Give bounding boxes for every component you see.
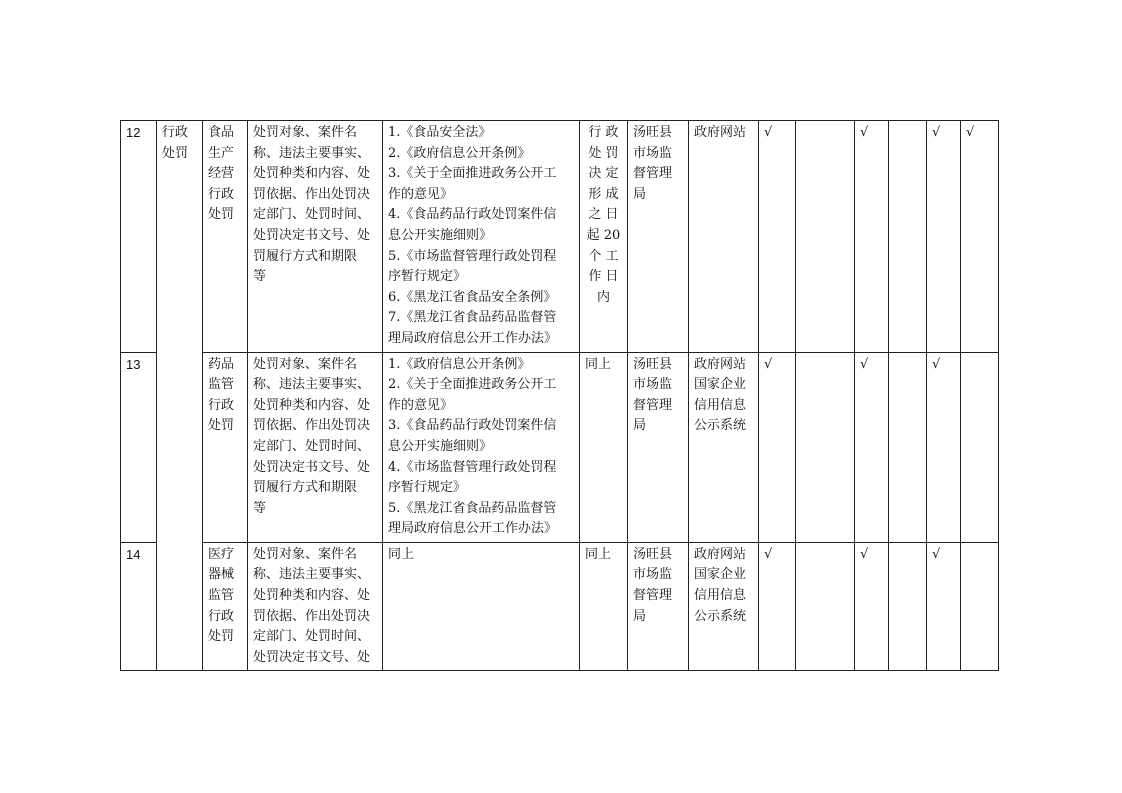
item-cell xyxy=(203,352,248,542)
content-line: 称、违法主要事实、 xyxy=(253,567,371,583)
content-line: 罚依据、作出处罚决 xyxy=(253,186,371,202)
channel-line: 公示系统 xyxy=(694,418,747,434)
dept-cell xyxy=(628,121,689,353)
checkmark-cell xyxy=(961,542,999,671)
basis-line: 4.《市场监督管理行政处罚程 xyxy=(388,459,557,475)
content-line: 处罚对象、案件名 xyxy=(253,125,358,140)
content-line: 处罚种类和内容、处 xyxy=(253,166,371,182)
content-line: 处罚对象、案件名 xyxy=(253,356,358,372)
time-line: 之 日 xyxy=(588,207,619,223)
content-line: 等 xyxy=(253,269,267,285)
time-line: 形 成 xyxy=(588,186,619,202)
checkmark-cell xyxy=(889,542,927,671)
time-cell xyxy=(580,352,628,542)
checkmark-cell xyxy=(961,352,999,542)
table-row xyxy=(121,542,999,671)
checkmark-cell: √ xyxy=(927,121,961,353)
checkmark-cell: √ xyxy=(759,121,796,353)
content-line: 处罚种类和内容、处 xyxy=(253,588,371,604)
dept-line: 督管理 xyxy=(633,166,673,182)
channel-cell xyxy=(689,121,759,353)
time-line: 决 定 xyxy=(588,166,619,182)
item-cell xyxy=(203,542,248,671)
channel-cell xyxy=(689,352,759,542)
item-line: 食品 xyxy=(208,125,235,140)
dept-line: 汤旺县 xyxy=(633,356,673,372)
basis-cell xyxy=(383,352,580,542)
item-line: 行政 xyxy=(208,397,235,413)
checkmark-cell: √ xyxy=(759,542,796,671)
basis-line: 作的意见》 xyxy=(388,397,454,413)
item-line: 医疗 xyxy=(208,546,235,562)
content-line: 定部门、处罚时间、 xyxy=(253,207,371,223)
checkmark-cell: √ xyxy=(927,352,961,542)
item-line: 生产 xyxy=(208,145,235,161)
checkmark-cell: √ xyxy=(855,352,889,542)
time-cell xyxy=(580,542,628,671)
content-cell xyxy=(248,542,383,671)
item-line: 药品 xyxy=(208,356,235,372)
basis-cell xyxy=(383,542,580,671)
dept-line: 汤旺县 xyxy=(633,125,673,140)
time-line: 处 罚 xyxy=(588,145,619,161)
time-line: 起 20 xyxy=(586,227,621,243)
checkmark-cell xyxy=(889,121,927,353)
channel-line: 国家企业 xyxy=(694,377,747,393)
channel-line: 国家企业 xyxy=(694,567,747,583)
basis-line: 作的意见》 xyxy=(388,186,454,202)
basis-line: 1.《政府信息公开条例》 xyxy=(388,356,531,372)
channel-line: 政府网站 xyxy=(694,356,747,372)
basis-line: 息公开实施细则》 xyxy=(388,438,493,454)
row-number: 13 xyxy=(121,352,157,542)
dept-line: 督管理 xyxy=(633,588,673,604)
basis-line: 理局政府信息公开工作办法》 xyxy=(388,330,558,346)
table-row xyxy=(121,121,999,353)
checkmark-cell: √ xyxy=(961,121,999,353)
dept-cell xyxy=(628,542,689,671)
table-row xyxy=(121,352,999,542)
checkmark-cell xyxy=(889,352,927,542)
checkmark-cell: √ xyxy=(759,352,796,542)
row-number: 14 xyxy=(121,542,157,671)
channel-line: 政府网站 xyxy=(694,546,747,562)
category-cell xyxy=(157,121,203,671)
content-line: 等 xyxy=(253,500,267,516)
dept-line: 市场监 xyxy=(633,567,673,583)
item-line: 监管 xyxy=(208,377,235,393)
checkmark-cell xyxy=(796,542,855,671)
disclosure-table xyxy=(120,120,999,671)
channel-line: 信用信息 xyxy=(694,397,747,413)
content-line: 罚履行方式和期限 xyxy=(253,480,358,496)
item-line: 处罚 xyxy=(208,418,235,434)
time-line: 个 工 xyxy=(588,248,619,264)
basis-line: 5.《黑龙江省食品药品监督管 xyxy=(388,500,557,516)
checkmark-cell: √ xyxy=(855,542,889,671)
basis-line: 5.《市场监督管理行政处罚程 xyxy=(388,248,557,264)
basis-line: 3.《食品药品行政处罚案件信 xyxy=(388,418,557,434)
content-cell xyxy=(248,121,383,353)
checkmark-cell xyxy=(796,352,855,542)
time-line: 作 日 xyxy=(588,269,619,285)
item-line: 器械 xyxy=(208,567,235,583)
basis-line: 同上 xyxy=(388,546,415,562)
time-line: 同上 xyxy=(585,546,612,562)
checkmark-cell xyxy=(796,121,855,353)
time-line: 同上 xyxy=(585,356,612,372)
basis-line: 理局政府信息公开工作办法》 xyxy=(388,521,558,537)
channel-cell xyxy=(689,542,759,671)
dept-line: 市场监 xyxy=(633,145,673,161)
dept-line: 督管理 xyxy=(633,397,673,413)
basis-line: 3.《关于全面推进政务公开工 xyxy=(388,166,557,182)
content-line: 处罚决定书文号、处 xyxy=(253,459,371,475)
item-line: 经营 xyxy=(208,166,235,182)
dept-line: 局 xyxy=(633,608,647,624)
basis-line: 7.《黑龙江省食品药品监督管 xyxy=(388,310,557,326)
content-line: 处罚对象、案件名 xyxy=(253,546,358,562)
dept-line: 市场监 xyxy=(633,377,673,393)
basis-line: 序暂行规定》 xyxy=(388,269,467,285)
item-line: 行政 xyxy=(208,608,235,624)
content-line: 罚履行方式和期限 xyxy=(253,248,358,264)
time-line: 内 xyxy=(596,289,610,305)
dept-line: 局 xyxy=(633,186,647,202)
dept-line: 局 xyxy=(633,418,647,434)
basis-line: 序暂行规定》 xyxy=(388,480,467,496)
basis-line: 息公开实施细则》 xyxy=(388,227,493,243)
content-line: 处罚决定书文号、处 xyxy=(253,649,371,665)
item-line: 处罚 xyxy=(208,629,235,645)
time-line: 行 政 xyxy=(588,125,619,140)
content-cell xyxy=(248,352,383,542)
checkmark-cell: √ xyxy=(927,542,961,671)
row-number: 12 xyxy=(121,121,157,353)
content-line: 罚依据、作出处罚决 xyxy=(253,418,371,434)
basis-line: 4.《食品药品行政处罚案件信 xyxy=(388,207,557,223)
channel-line: 政府网站 xyxy=(694,125,747,140)
dept-line: 汤旺县 xyxy=(633,546,673,562)
content-line: 处罚决定书文号、处 xyxy=(253,227,371,243)
basis-line: 1.《食品安全法》 xyxy=(388,125,492,140)
item-line: 处罚 xyxy=(208,207,235,223)
item-cell xyxy=(203,121,248,353)
item-line: 监管 xyxy=(208,588,235,604)
channel-line: 公示系统 xyxy=(694,608,747,624)
basis-line: 2.《关于全面推进政务公开工 xyxy=(388,377,557,393)
basis-cell xyxy=(383,121,580,353)
category-line: 处罚 xyxy=(162,145,189,161)
content-line: 称、违法主要事实、 xyxy=(253,145,371,161)
category-line: 行政 xyxy=(162,125,189,140)
dept-cell xyxy=(628,352,689,542)
time-cell xyxy=(580,121,628,353)
basis-line: 2.《政府信息公开条例》 xyxy=(388,145,531,161)
channel-line: 信用信息 xyxy=(694,588,747,604)
content-line: 定部门、处罚时间、 xyxy=(253,438,371,454)
checkmark-cell: √ xyxy=(855,121,889,353)
content-line: 定部门、处罚时间、 xyxy=(253,629,371,645)
basis-line: 6.《黑龙江省食品安全条例》 xyxy=(388,289,557,305)
content-line: 罚依据、作出处罚决 xyxy=(253,608,371,624)
content-line: 处罚种类和内容、处 xyxy=(253,397,371,413)
content-line: 称、违法主要事实、 xyxy=(253,377,371,393)
item-line: 行政 xyxy=(208,186,235,202)
